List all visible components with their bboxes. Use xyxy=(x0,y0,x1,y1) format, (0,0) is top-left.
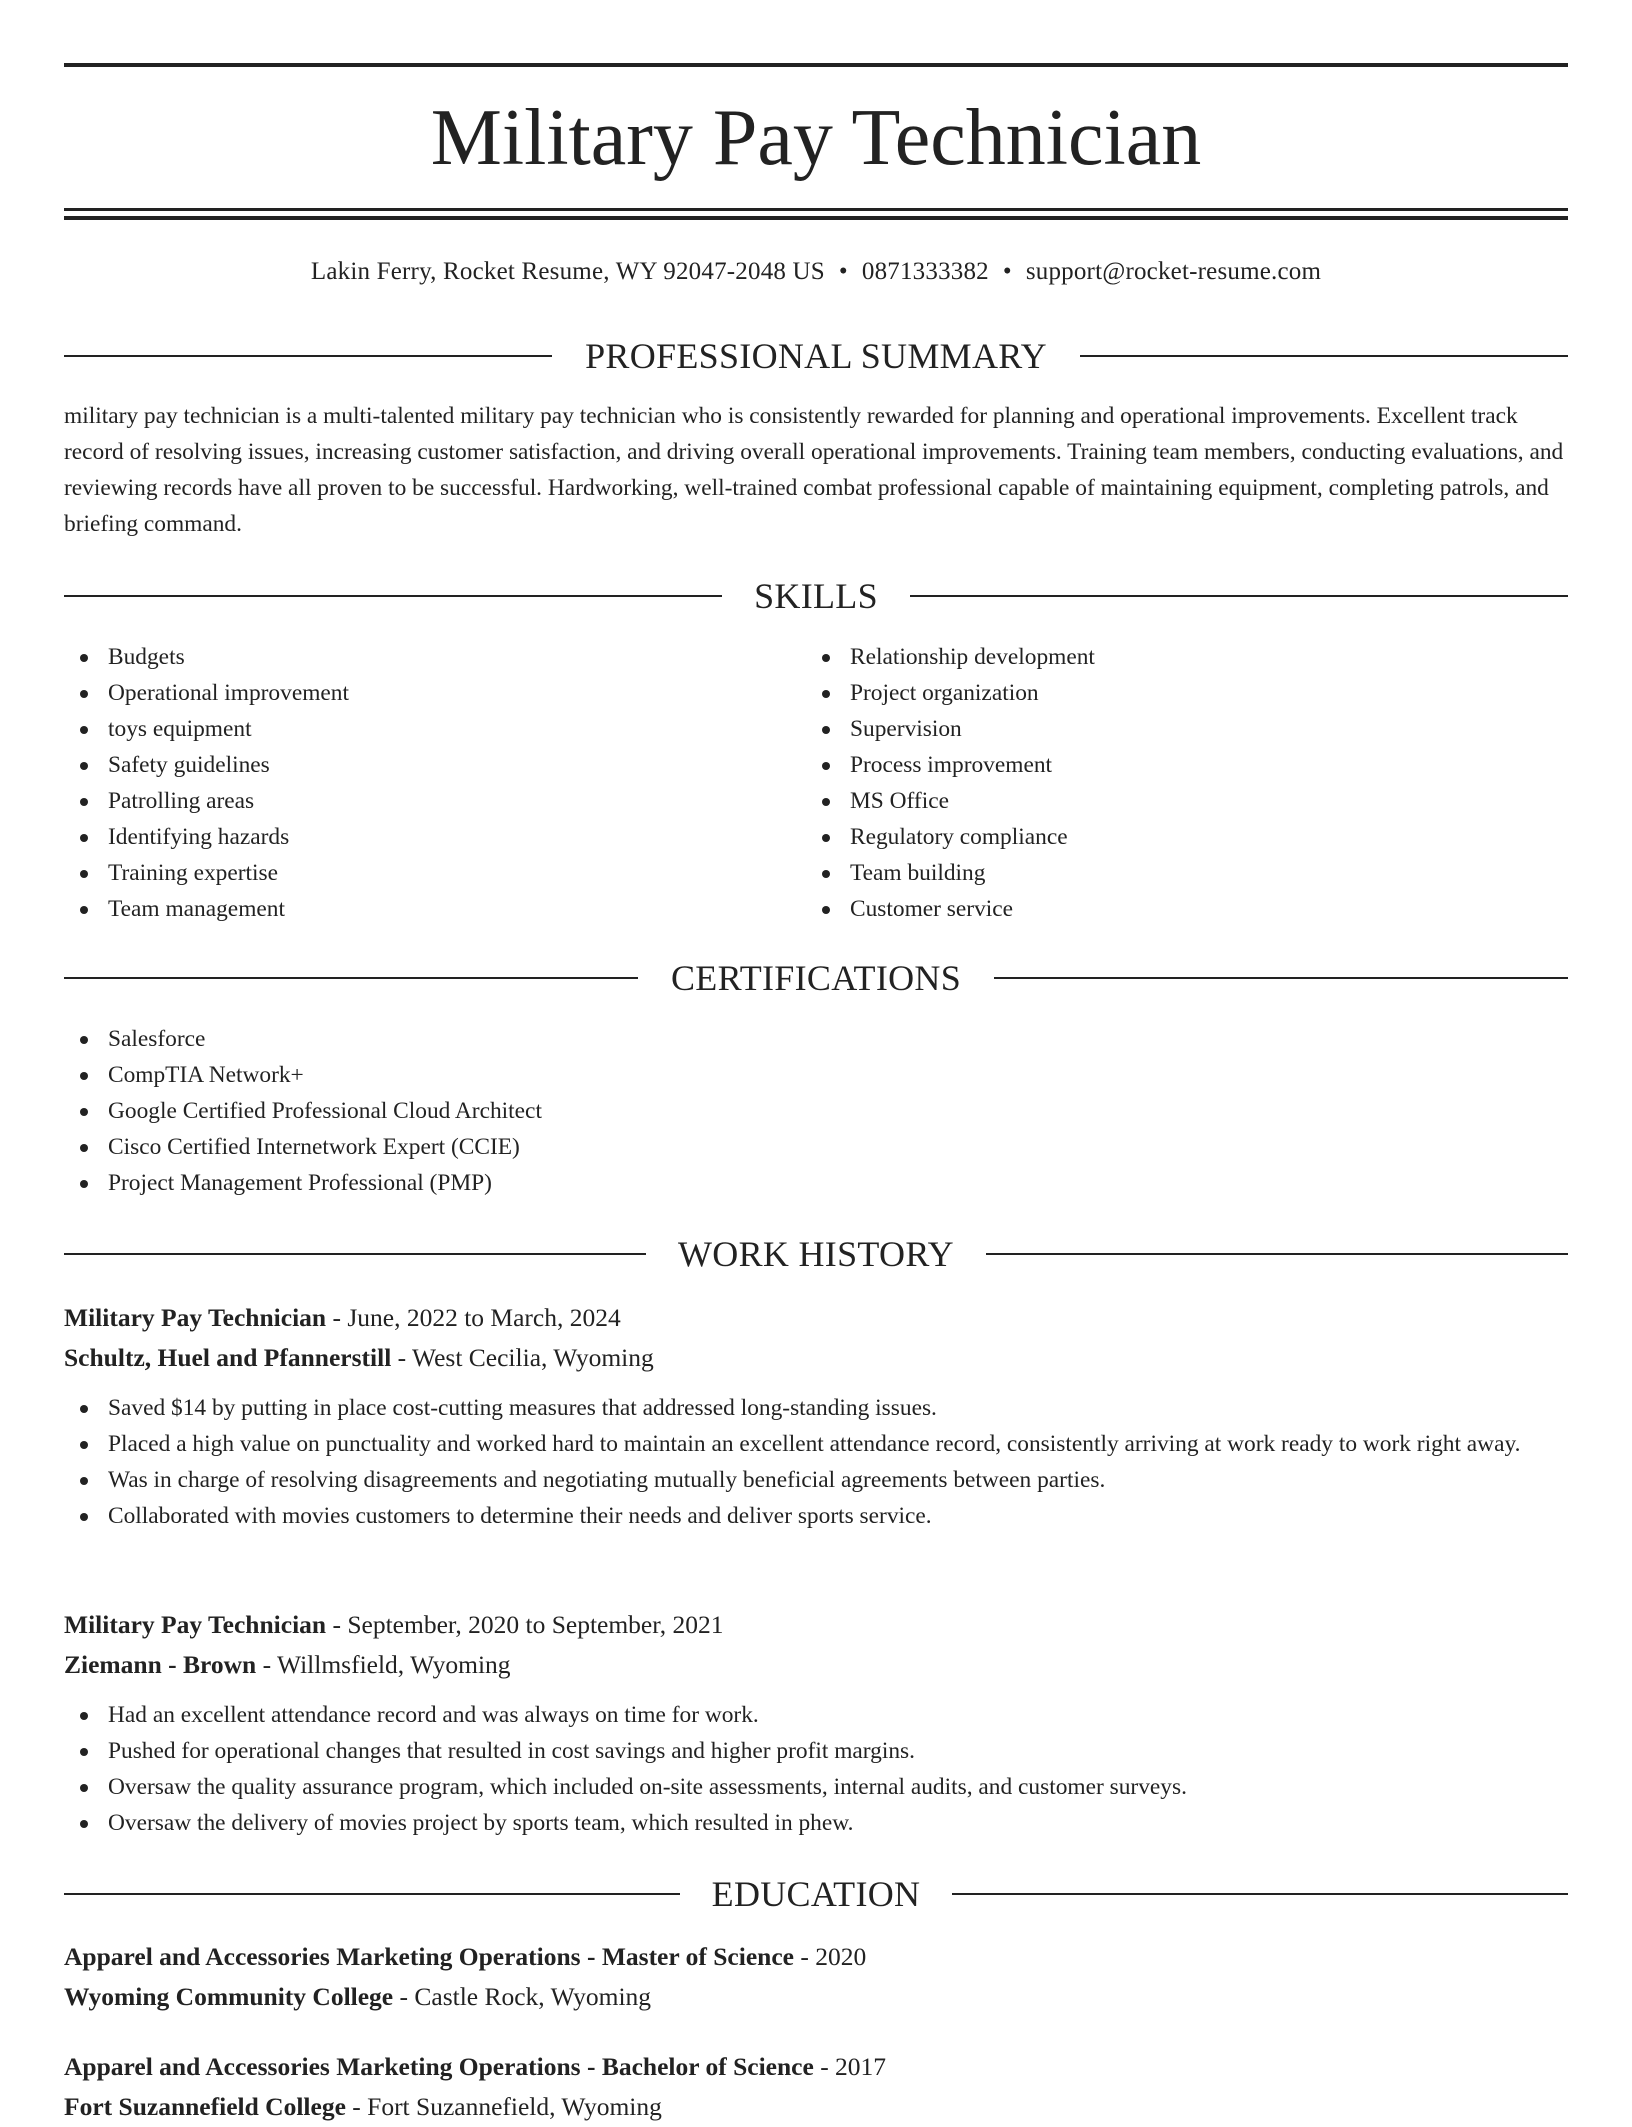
section-header-summary xyxy=(64,331,1568,381)
job-title-row xyxy=(64,1605,1568,1645)
certification-item: Salesforce xyxy=(64,1021,1568,1057)
skill-item: Supervision xyxy=(806,711,1526,747)
contact-separator: • xyxy=(838,258,848,285)
skill-item: Process improvement xyxy=(806,747,1526,783)
section-title-work-history: WORK HISTORY xyxy=(678,1234,954,1274)
education-entry xyxy=(64,1937,1568,2017)
skill-item: Team building xyxy=(806,855,1526,891)
certifications-list xyxy=(64,1021,1568,1201)
certification-item: CompTIA Network+ xyxy=(64,1057,1568,1093)
education-degree-row xyxy=(64,1937,1568,1977)
contact-separator: • xyxy=(1002,258,1012,285)
section-rule-right xyxy=(910,595,1568,597)
education-year: - 2017 xyxy=(813,2052,887,2081)
section-rule-right xyxy=(952,1893,1568,1895)
job-bullet: Placed a high value on punctuality and worked hard to maintain an excellent attendance record, consistently arriving at work ready to work right away. xyxy=(64,1426,1568,1462)
skill-item: Relationship development xyxy=(806,639,1526,675)
education-school: Wyoming Community College xyxy=(64,1982,394,2011)
education-degree: Apparel and Accessories Marketing Operations - Bachelor of Science xyxy=(64,2052,814,2081)
job-company: Ziemann - Brown xyxy=(64,1650,257,1679)
job-bullet: Oversaw the delivery of movies project by sports team, which resulted in phew. xyxy=(64,1805,1568,1841)
education-location: - Castle Rock, Wyoming xyxy=(393,1982,652,2011)
skills-column-left xyxy=(64,639,784,927)
skill-item: Budgets xyxy=(64,639,784,675)
contact-email: support@rocket-resume.com xyxy=(1025,258,1322,285)
skill-item: Project organization xyxy=(806,675,1526,711)
job-title: Military Pay Technician xyxy=(64,1303,327,1332)
skill-item: Training expertise xyxy=(64,855,784,891)
job-dates: - September, 2020 to September, 2021 xyxy=(326,1610,724,1639)
section-header-certifications xyxy=(64,953,1568,1003)
job-company-row xyxy=(64,1338,1568,1378)
job-location: - Willmsfield, Wyoming xyxy=(256,1650,511,1679)
job-bullet: Had an excellent attendance record and was always on time for work. xyxy=(64,1697,1568,1733)
education-degree-row xyxy=(64,2047,1568,2087)
skill-item: Patrolling areas xyxy=(64,783,784,819)
skill-item: Operational improvement xyxy=(64,675,784,711)
job-location: - West Cecilia, Wyoming xyxy=(391,1343,654,1372)
job-company-row xyxy=(64,1645,1568,1685)
section-title-education: EDUCATION xyxy=(711,1874,921,1914)
header-double-rule xyxy=(64,208,1568,220)
skills-column-right xyxy=(806,639,1526,927)
skill-item: Regulatory compliance xyxy=(806,819,1526,855)
contact-phone: 0871333382 xyxy=(861,258,989,285)
job-bullet: Oversaw the quality assurance program, which included on-site assessments, internal audits, and customer surveys. xyxy=(64,1769,1568,1805)
job-dates: - June, 2022 to March, 2024 xyxy=(326,1303,621,1332)
section-header-work-history xyxy=(64,1229,1568,1279)
top-rule xyxy=(64,63,1568,67)
work-entry xyxy=(64,1298,1568,1534)
section-rule-right xyxy=(994,977,1568,979)
section-title-summary: PROFESSIONAL SUMMARY xyxy=(585,336,1047,376)
certifications-block xyxy=(64,1021,1568,1201)
skill-item: Customer service xyxy=(806,891,1526,927)
education-school: Fort Suzannefield College xyxy=(64,2092,346,2121)
education-school-row xyxy=(64,1977,1568,2017)
job-company: Schultz, Huel and Pfannerstill xyxy=(64,1343,392,1372)
job-title-row xyxy=(64,1298,1568,1338)
job-title: Military Pay Technician xyxy=(64,1610,327,1639)
contact-address: Lakin Ferry, Rocket Resume, WY 92047-2048 US xyxy=(310,258,825,285)
job-bullet: Saved $14 by putting in place cost-cutting measures that addressed long-standing issues. xyxy=(64,1390,1568,1426)
skill-item: Identifying hazards xyxy=(64,819,784,855)
job-bullets xyxy=(64,1697,1568,1841)
skill-item: Safety guidelines xyxy=(64,747,784,783)
education-school-row xyxy=(64,2087,1568,2127)
resume-name: Military Pay Technician xyxy=(430,94,1202,182)
skill-item: toys equipment xyxy=(64,711,784,747)
section-title-skills: SKILLS xyxy=(754,576,878,616)
section-header-education xyxy=(64,1869,1568,1919)
section-header-skills xyxy=(64,571,1568,621)
job-bullet: Was in charge of resolving disagreements and negotiating mutually beneficial agreements between parties. xyxy=(64,1462,1568,1498)
job-bullet: Pushed for operational changes that resulted in cost savings and higher profit margins. xyxy=(64,1733,1568,1769)
skills-list-left xyxy=(64,639,784,927)
skill-item: Team management xyxy=(64,891,784,927)
education-year: - 2020 xyxy=(793,1942,867,1971)
contact-line xyxy=(64,252,1568,292)
certification-item: Project Management Professional (PMP) xyxy=(64,1165,1568,1201)
section-rule-right xyxy=(986,1253,1568,1255)
work-entry xyxy=(64,1605,1568,1841)
job-bullets xyxy=(64,1390,1568,1534)
section-rule-right xyxy=(1080,355,1568,357)
skills-list-right xyxy=(806,639,1526,927)
education-entry xyxy=(64,2047,1568,2127)
skill-item: MS Office xyxy=(806,783,1526,819)
education-location: - Fort Suzannefield, Wyoming xyxy=(345,2092,662,2121)
section-title-certifications: CERTIFICATIONS xyxy=(670,958,962,998)
certification-item: Cisco Certified Internetwork Expert (CCIE) xyxy=(64,1129,1568,1165)
professional-summary-text: military pay technician is a multi-talented military pay technician who is consistently rewarded for planning and operational improvements. Excellent track record of resolving issues, increasing customer satisfaction, and driving overall operational improvements. Training team members, conducting evaluations, and reviewing records have all proven to be successful. Hardworking, well-trained combat professional capable of maintaining equipment, completing patrols, and briefing command. xyxy=(64,403,1564,537)
certification-item: Google Certified Professional Cloud Architect xyxy=(64,1093,1568,1129)
job-bullet: Collaborated with movies customers to determine their needs and deliver sports service. xyxy=(64,1498,1568,1534)
education-degree: Apparel and Accessories Marketing Operations - Master of Science xyxy=(64,1942,794,1971)
